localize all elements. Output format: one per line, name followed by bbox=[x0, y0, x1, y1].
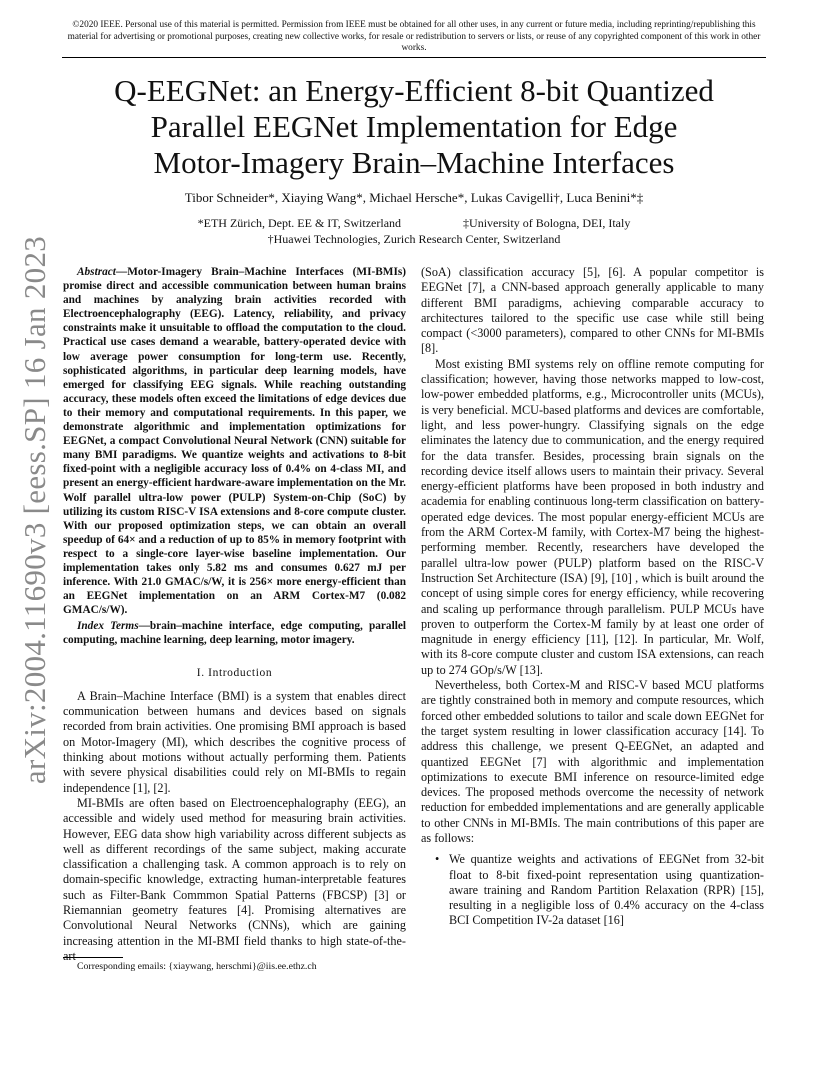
intro-paragraph-4: Nevertheless, both Cortex-M and RISC-V based MCU platforms are tightly constrained both in memory and compute resources, which forced other embedded solutions to tailor and scale down EEGNet for the target system resulting in lower classification accuracy [14]. To address this challenge, we present Q-EEGNet, an adapted and quantized EEGNet [7] with algorithmic and implementation optimizations to execute BMI inference on resource-limited edge devices. The proposed methods overcome the necessity of network reduction for embedded implementations and are generally applicable to other CNNs in MI-BMIs. The main contributions of this paper are as follows: bbox=[421, 678, 764, 845]
abstract bbox=[63, 265, 406, 617]
abstract-text: —Motor-Imagery Brain–Machine Interfaces (MI-BMIs) promise direct and accessible communication between human brains and machines by analyzing brain activities recorded with Electroencephalography (EEG). Latency, reliability, and privacy constraints make it unsuitable to offload the computation to the cloud. Practical use cases demand a wearable, battery-operated device with low average power consumption for long-term use. Recently, sophisticated algorithms, in particular deep learning models, have emerged for classifying EEG signals. While reaching outstanding accuracy, these models often exceed the limitations of edge devices due to their memory and computational requirements. In this paper, we demonstrate algorithmic and implementation optimizations for EEGNet, a compact Convolutional Neural Network (CNN) suitable for many BMI paradigms. We quantize weights and activations to 8-bit fixed-point with a negligible accuracy loss of 0.4% on 4-class MI, and present an energy-efficient hardware-aware implementation on the Mr. Wolf parallel ultra-low power (PULP) System-on-Chip (SoC) by utilizing its custom RISC-V ISA extensions and 8-core compute cluster. With our proposed optimization steps, we can obtain an overall speedup of 64× and a reduction of up to 85% in memory footprint with respect to a single-core layer-wise baseline implementation. Our implementation takes only 5.82 ms and consumes 0.627 mJ per inference. With 21.0 GMAC/s/W, it is 256× more energy-efficient than an EEGNet implementation on an ARM Cortex-M7 (0.082 GMAC/s/W). bbox=[63, 266, 406, 617]
index-terms-label: Index Terms bbox=[77, 620, 139, 633]
affiliation-huawei: †Huawei Technologies, Zurich Research Center, Switzerland bbox=[267, 232, 561, 246]
copyright-notice: ©2020 IEEE. Personal use of this material is permitted. Permission from IEEE must be obtained for all other uses, in any current or future media, including reprinting/republishing this material for advertising or promotional purposes, creating new collective works, for resale or redistribution to servers or lists, or reuse of any copyrighted component of this work in other works. bbox=[67, 20, 761, 54]
corresponding-emails-footnote: Corresponding emails: {xiaywang, herschmi}@iis.ee.ethz.ch bbox=[77, 961, 317, 972]
footnote-divider bbox=[63, 957, 123, 958]
author-list: Tibor Schneider*, Xiaying Wang*, Michael Hersche*, Lukas Cavigelli†, Luca Benini*‡ bbox=[184, 190, 644, 205]
header-divider bbox=[62, 57, 766, 58]
title-line-1: Q-EEGNet: an Energy-Efficient 8-bit Quantized bbox=[114, 73, 714, 108]
section-heading-introduction: I. Introduction bbox=[196, 666, 273, 679]
contribution-item: • We quantize weights and activations of EEGNet from 32-bit float to 8-bit fixed-point representation using quantization-aware training and Random Partition Relaxation (RPR) [15], resulting in a negligible loss of 0.4% accuracy on the 4-class BCI Competition IV-2a dataset [16] bbox=[449, 852, 764, 928]
intro-paragraph-2-continued: (SoA) classification accuracy [5], [6]. A popular competitor is EEGNet [7], a CNN-based approach generally applicable to many different BMI paradigms, achieving comparable accuracy to architectures tailored to the specific use case while still being compact (<3000 parameters), compared to other CNNs for MI-BMIs [8]. bbox=[421, 265, 764, 356]
paper-title bbox=[62, 73, 766, 181]
affiliation-eth: *ETH Zürich, Dept. EE & IT, Switzerland bbox=[197, 216, 402, 230]
affiliations-row bbox=[62, 216, 766, 231]
affiliation-bologna: ‡University of Bologna, DEI, Italy bbox=[463, 216, 631, 230]
contribution-list bbox=[421, 852, 764, 928]
abstract-label: Abstract bbox=[77, 266, 116, 278]
title-line-2: Parallel EEGNet Implementation for Edge bbox=[150, 109, 678, 144]
intro-paragraph-3: Most existing BMI systems rely on offline remote computing for classification; however, having those networks mapped to low-cost, low-power embedded platforms, e.g., Microcontroller units (MCUs), is very beneficial. MCU-based platforms and devices are comfortable, light, and less power-hungry. Classifying signals on the edge eliminates the latency due to communication, and the energy required for the data transfer. Besides, processing brain signals on the recording device itself allows users to maintain their privacy. Several energy-efficient platforms have been proposed in both industry and academia for enabling continuous long-term classification on battery-operated edge devices. The most popular energy-efficient MCUs are from the ARM Cortex-M family, with Cortex-M7 being the highest-performing member. Recently, researchers have developed the parallel ultra-low power (PULP) platform based on the RISC-V Instruction Set Architecture (ISA) [9], [10] , which is built around the concept of using simple cores for energy efficiency, while recovering and scaling up performance through parallelism. PULP MCUs have proven to outperform the Cortex-M family by at least one order of magnitude in energy efficiency [11], [12]. In particular, Mr. Wolf, with its 8-core compute cluster and custom ISA extensions, can reach up to 274 GOp/s/W [13]. bbox=[421, 356, 764, 677]
right-column bbox=[421, 265, 764, 929]
intro-paragraph-1: A Brain–Machine Interface (BMI) is a system that enables direct communication between humans and devices based on signals recorded from brain activities. One promising BMI approach is based on Motor-Imagery (MI), which describes the cognitive process of thinking about motions without actually performing them. Patients with severe physical disabilities could rely on MI-BMIs to regain independence [1], [2]. bbox=[63, 688, 406, 795]
index-terms bbox=[63, 619, 406, 647]
arxiv-stamp bbox=[14, 235, 56, 785]
title-line-3: Motor-Imagery Brain–Machine Interfaces bbox=[153, 145, 675, 180]
left-column bbox=[63, 265, 406, 964]
intro-paragraph-2: MI-BMIs are often based on Electroencephalography (EEG), an accessible and widely used method for measuring brain activities. However, EEG data show high variability across different subjects as well as different recordings of the same subject, making accurate classification a challenging task. A common approach is to rely on domain-specific knowledge, extracting human-interpretable features such as Filter-Bank Commmon Spatial Patterns (FBCSP) [3] or Riemannian geometry features [4]. Promising alternatives are Convolutional Neural Networks (CNNs), which are gaining increasing attention in the MI-BMI field thanks to high state-of-the-art bbox=[63, 795, 406, 963]
arxiv-identifier: arXiv:2004.11690v3 [eess.SP] 16 Jan 2023 bbox=[17, 235, 52, 785]
index-terms-text: —brain–machine interface, edge computing, parallel computing, machine learning, deep learning, motor imagery. bbox=[63, 620, 406, 647]
